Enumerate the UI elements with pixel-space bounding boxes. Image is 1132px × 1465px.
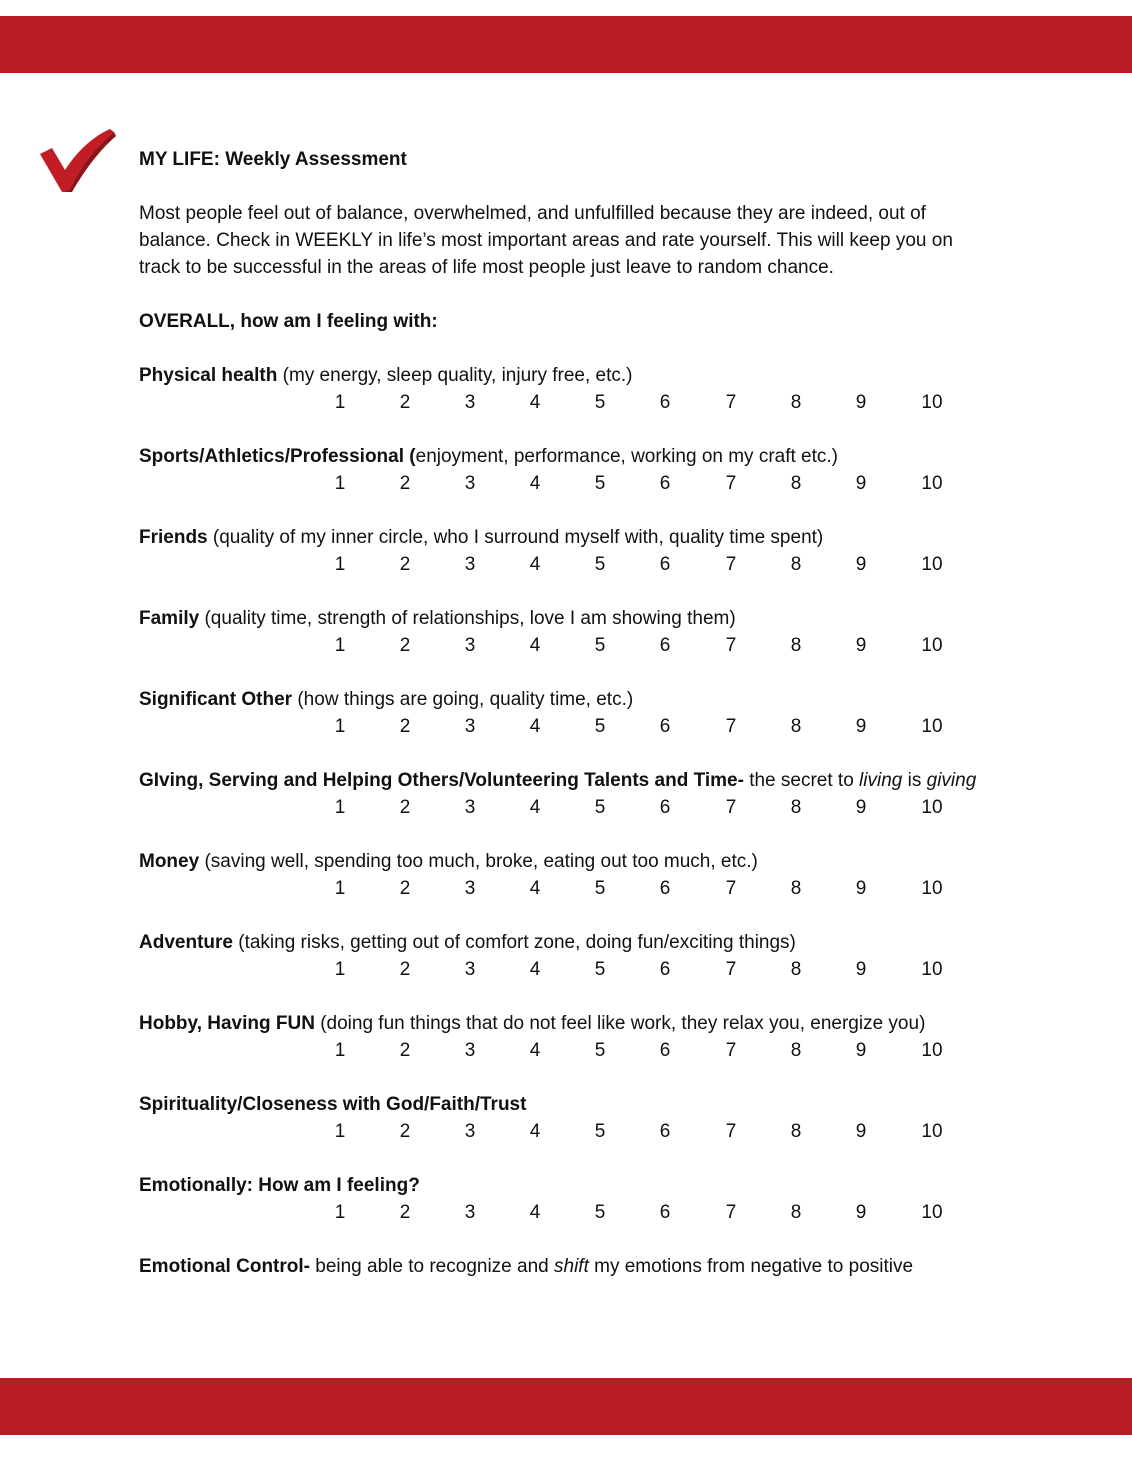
section-heading: Significant Other (how things are going, quality time, etc.): [139, 689, 634, 710]
rating-option-5[interactable]: 5: [594, 878, 606, 899]
rating-option-6[interactable]: 6: [659, 878, 671, 899]
rating-option-10[interactable]: 10: [921, 716, 943, 737]
rating-option-9[interactable]: 9: [855, 716, 867, 737]
rating-option-8[interactable]: 8: [790, 797, 802, 818]
rating-option-5[interactable]: 5: [594, 1202, 606, 1223]
rating-option-8[interactable]: 8: [790, 878, 802, 899]
rating-option-2[interactable]: 2: [399, 878, 411, 899]
rating-option-9[interactable]: 9: [855, 797, 867, 818]
rating-option-7[interactable]: 7: [725, 797, 737, 818]
rating-option-10[interactable]: 10: [921, 635, 943, 656]
rating-option-6[interactable]: 6: [659, 797, 671, 818]
rating-option-1[interactable]: 1: [334, 392, 346, 413]
rating-option-3[interactable]: 3: [464, 635, 476, 656]
section-spirituality: [139, 1091, 979, 1145]
rating-option-3[interactable]: 3: [464, 1121, 476, 1142]
rating-option-6[interactable]: 6: [659, 716, 671, 737]
rating-option-4[interactable]: 4: [529, 1121, 541, 1142]
rating-option-3[interactable]: 3: [464, 554, 476, 575]
rating-option-10[interactable]: 10: [921, 392, 943, 413]
rating-option-3[interactable]: 3: [464, 797, 476, 818]
section-heading: Emotional Control- being able to recognize and shift my emotions from negative to positive: [139, 1256, 914, 1277]
rating-option-6[interactable]: 6: [659, 392, 671, 413]
section-heading: GIving, Serving and Helping Others/Volunteering Talents and Time- the secret to living is giving: [139, 770, 977, 791]
rating-option-7[interactable]: 7: [725, 1202, 737, 1223]
rating-option-7[interactable]: 7: [725, 716, 737, 737]
rating-option-6[interactable]: 6: [659, 959, 671, 980]
rating-option-2[interactable]: 2: [399, 716, 411, 737]
rating-option-7[interactable]: 7: [725, 473, 737, 494]
rating-option-8[interactable]: 8: [790, 1040, 802, 1061]
rating-option-6[interactable]: 6: [659, 554, 671, 575]
rating-option-5[interactable]: 5: [594, 797, 606, 818]
rating-option-1[interactable]: 1: [334, 473, 346, 494]
rating-option-1[interactable]: 1: [334, 716, 346, 737]
rating-option-6[interactable]: 6: [659, 1202, 671, 1223]
rating-option-10[interactable]: 10: [921, 878, 943, 899]
rating-option-4[interactable]: 4: [529, 635, 541, 656]
rating-option-10[interactable]: 10: [921, 1121, 943, 1142]
rating-option-10[interactable]: 10: [921, 1040, 943, 1061]
rating-option-2[interactable]: 2: [399, 797, 411, 818]
rating-option-8[interactable]: 8: [790, 473, 802, 494]
rating-option-1[interactable]: 1: [334, 554, 346, 575]
rating-option-8[interactable]: 8: [790, 1121, 802, 1142]
rating-option-1[interactable]: 1: [334, 1040, 346, 1061]
rating-option-8[interactable]: 8: [790, 392, 802, 413]
rating-option-2[interactable]: 2: [399, 1121, 411, 1142]
rating-option-2[interactable]: 2: [399, 392, 411, 413]
section-friends: [139, 524, 979, 578]
rating-option-4[interactable]: 4: [529, 473, 541, 494]
rating-option-5[interactable]: 5: [594, 473, 606, 494]
rating-option-2[interactable]: 2: [399, 1202, 411, 1223]
rating-option-9[interactable]: 9: [855, 473, 867, 494]
section-heading: Hobby, Having FUN (doing fun things that do not feel like work, they relax you, energize you): [139, 1013, 926, 1034]
section-sports: [139, 443, 979, 497]
rating-option-4[interactable]: 4: [529, 878, 541, 899]
checkmark-icon: [38, 126, 116, 194]
rating-option-1[interactable]: 1: [334, 1121, 346, 1142]
rating-option-5[interactable]: 5: [594, 635, 606, 656]
intro-paragraph: Most people feel out of balance, overwhelmed, and unfulfilled because they are indeed, out of balance. Check in WEEKLY in life’s most important areas and rate yourself. This will keep you on track to be successful in the areas of life most people just leave to random chance.: [139, 203, 953, 278]
rating-option-8[interactable]: 8: [790, 554, 802, 575]
rating-option-2[interactable]: 2: [399, 473, 411, 494]
rating-option-9[interactable]: 9: [855, 1040, 867, 1061]
section-heading: Emotionally: How am I feeling?: [139, 1175, 420, 1196]
section-significant-other: [139, 686, 979, 740]
rating-option-2[interactable]: 2: [399, 635, 411, 656]
rating-option-7[interactable]: 7: [725, 1040, 737, 1061]
rating-scale: [139, 875, 979, 902]
rating-option-5[interactable]: 5: [594, 1121, 606, 1142]
rating-scale: [139, 632, 979, 659]
rating-option-10[interactable]: 10: [921, 797, 943, 818]
rating-option-7[interactable]: 7: [725, 635, 737, 656]
overall-heading: OVERALL, how am I feeling with:: [139, 311, 438, 332]
rating-option-7[interactable]: 7: [725, 878, 737, 899]
section-giving: [139, 767, 979, 821]
section-heading: Friends (quality of my inner circle, who I surround myself with, quality time spent): [139, 527, 824, 548]
section-physical-health: [139, 362, 979, 416]
rating-scale: [139, 551, 979, 578]
rating-option-10[interactable]: 10: [921, 959, 943, 980]
rating-option-3[interactable]: 3: [464, 959, 476, 980]
rating-option-7[interactable]: 7: [725, 1121, 737, 1142]
rating-option-8[interactable]: 8: [790, 959, 802, 980]
rating-option-8[interactable]: 8: [790, 716, 802, 737]
rating-scale: [139, 470, 979, 497]
rating-option-9[interactable]: 9: [855, 959, 867, 980]
rating-scale: [139, 1118, 979, 1145]
rating-option-4[interactable]: 4: [529, 716, 541, 737]
rating-option-10[interactable]: 10: [921, 554, 943, 575]
rating-option-9[interactable]: 9: [855, 878, 867, 899]
rating-option-3[interactable]: 3: [464, 392, 476, 413]
rating-option-1[interactable]: 1: [334, 1202, 346, 1223]
rating-scale: [139, 794, 979, 821]
rating-option-7[interactable]: 7: [725, 554, 737, 575]
rating-option-3[interactable]: 3: [464, 878, 476, 899]
rating-option-9[interactable]: 9: [855, 554, 867, 575]
section-adventure: [139, 929, 979, 983]
assessment-form: [139, 146, 979, 1280]
rating-option-5[interactable]: 5: [594, 959, 606, 980]
section-heading: Family (quality time, strength of relationships, love I am showing them): [139, 608, 736, 629]
rating-option-4[interactable]: 4: [529, 1040, 541, 1061]
rating-option-6[interactable]: 6: [659, 635, 671, 656]
rating-option-8[interactable]: 8: [790, 635, 802, 656]
rating-option-2[interactable]: 2: [399, 959, 411, 980]
rating-option-3[interactable]: 3: [464, 1202, 476, 1223]
section-emotionally: [139, 1172, 979, 1226]
rating-option-5[interactable]: 5: [594, 392, 606, 413]
footer-band: [0, 1378, 1132, 1435]
rating-option-5[interactable]: 5: [594, 716, 606, 737]
rating-option-10[interactable]: 10: [921, 473, 943, 494]
section-heading: Spirituality/Closeness with God/Faith/Trust: [139, 1094, 527, 1115]
rating-option-1[interactable]: 1: [334, 797, 346, 818]
rating-option-4[interactable]: 4: [529, 797, 541, 818]
rating-option-3[interactable]: 3: [464, 473, 476, 494]
rating-option-4[interactable]: 4: [529, 1202, 541, 1223]
rating-option-1[interactable]: 1: [334, 959, 346, 980]
rating-option-6[interactable]: 6: [659, 1121, 671, 1142]
rating-option-7[interactable]: 7: [725, 392, 737, 413]
rating-option-9[interactable]: 9: [855, 635, 867, 656]
rating-option-9[interactable]: 9: [855, 1202, 867, 1223]
rating-option-5[interactable]: 5: [594, 554, 606, 575]
rating-scale: [139, 956, 979, 983]
header-band: [0, 16, 1132, 73]
rating-option-6[interactable]: 6: [659, 473, 671, 494]
section-money: [139, 848, 979, 902]
rating-option-4[interactable]: 4: [529, 959, 541, 980]
rating-scale: [139, 1037, 979, 1064]
rating-option-1[interactable]: 1: [334, 878, 346, 899]
section-hobby: [139, 1010, 979, 1064]
rating-option-4[interactable]: 4: [529, 554, 541, 575]
rating-option-9[interactable]: 9: [855, 392, 867, 413]
section-heading: Sports/Athletics/Professional (enjoyment, performance, working on my craft etc.): [139, 446, 839, 467]
rating-option-1[interactable]: 1: [334, 635, 346, 656]
rating-option-3[interactable]: 3: [464, 1040, 476, 1061]
rating-option-9[interactable]: 9: [855, 1121, 867, 1142]
rating-option-6[interactable]: 6: [659, 1040, 671, 1061]
rating-scale: [139, 1199, 979, 1226]
section-family: [139, 605, 979, 659]
section-heading: Adventure (taking risks, getting out of comfort zone, doing fun/exciting things): [139, 932, 796, 953]
rating-option-5[interactable]: 5: [594, 1040, 606, 1061]
rating-option-10[interactable]: 10: [921, 1202, 943, 1223]
rating-option-2[interactable]: 2: [399, 1040, 411, 1061]
rating-scale: [139, 713, 979, 740]
rating-option-8[interactable]: 8: [790, 1202, 802, 1223]
rating-option-4[interactable]: 4: [529, 392, 541, 413]
rating-option-3[interactable]: 3: [464, 716, 476, 737]
rating-option-2[interactable]: 2: [399, 554, 411, 575]
section-emotional-control: [139, 1253, 979, 1280]
page-title: MY LIFE: Weekly Assessment: [139, 149, 407, 170]
rating-option-7[interactable]: 7: [725, 959, 737, 980]
rating-scale: [139, 389, 979, 416]
section-heading: Physical health (my energy, sleep quality, injury free, etc.): [139, 365, 633, 386]
section-heading: Money (saving well, spending too much, broke, eating out too much, etc.): [139, 851, 758, 872]
